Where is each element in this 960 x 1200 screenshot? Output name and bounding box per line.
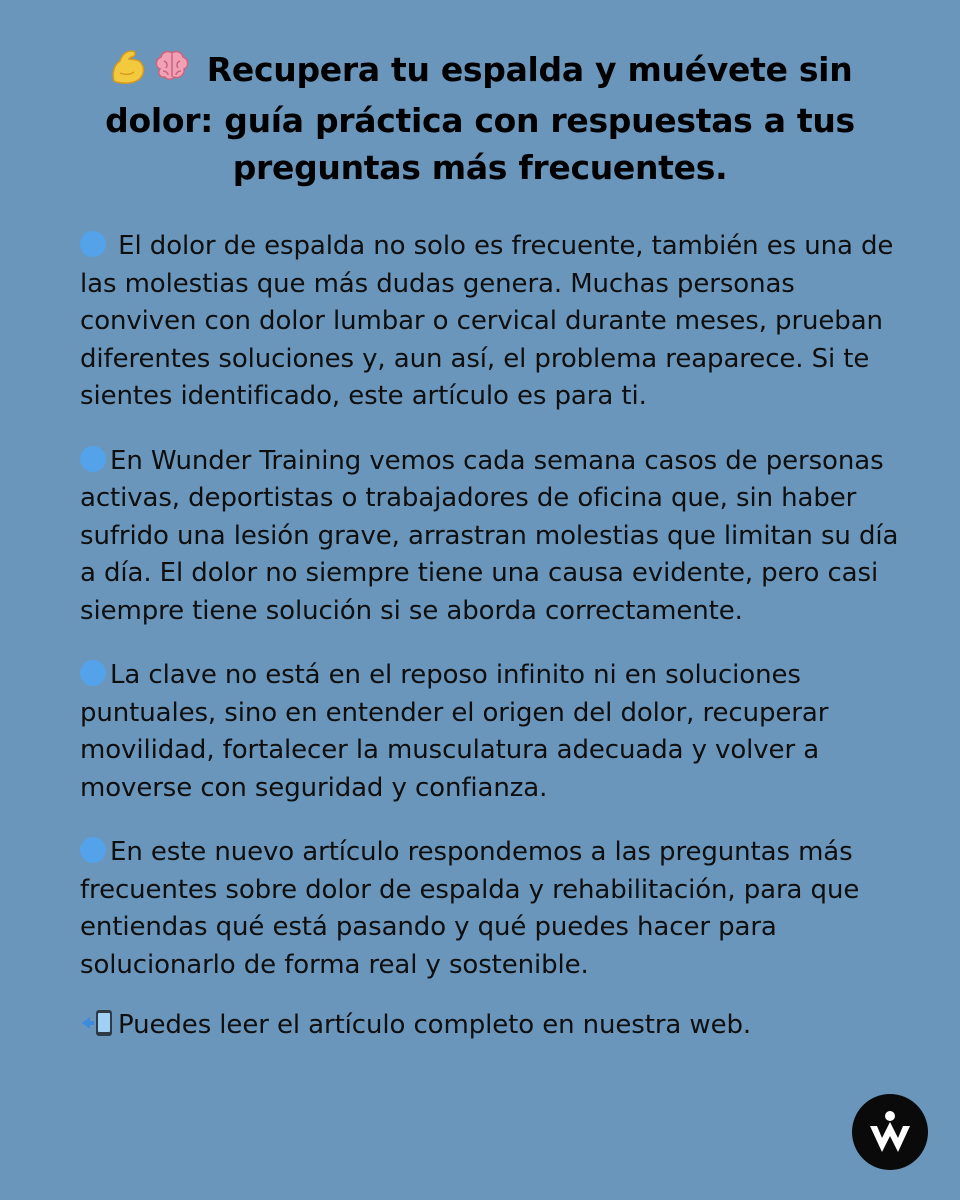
- post-body: [80, 228, 900, 1072]
- post-title: [60, 46, 900, 191]
- paragraph-2-text: En Wunder Training vemos cada semana casos de personas activas, deportistas o trabajadores de oficina que, sin haber sufrido una lesión grave, arrastran molestias que limitan su día a día. El dolor no siempre tiene una causa evidente, pero casi siempre tiene solución si se aborda correctamente.: [80, 445, 899, 626]
- flexed-biceps-icon: [108, 47, 148, 97]
- read-more-line: [80, 1007, 900, 1045]
- paragraph-4-text: En este nuevo artículo respondemos a las preguntas más frecuentes sobre dolor de espalda y rehabilitación, para que entiendas qué está pasando y qué puedes hacer para solucionarlo de forma real y sostenible.: [80, 837, 860, 980]
- blue-circle-icon: [80, 231, 106, 257]
- wunder-training-logo-icon: [852, 1094, 928, 1170]
- title-text: Recupera tu espalda y muévete sin dolor: guía práctica con respuestas a tus preguntas más frecuentes.: [105, 50, 855, 187]
- read-more-text: Puedes leer el artículo completo en nuestra web.: [118, 1010, 752, 1040]
- brain-icon: [152, 47, 192, 97]
- paragraph-3-text: La clave no está en el reposo infinito ni en soluciones puntuales, sino en entender el origen del dolor, recuperar movilidad, fortalecer la musculatura adecuada y volver a moverse con seguridad y confianza.: [80, 660, 829, 803]
- blue-circle-icon: [80, 837, 106, 863]
- blue-circle-icon: [80, 660, 106, 686]
- paragraph-1-text: El dolor de espalda no solo es frecuente, también es una de las molestias que más dudas genera. Muchas personas conviven con dolor lumbar o cervical durante meses, prueban diferentes soluciones y, aun así, el problema reaparece. Si te sientes identificado, este artículo es para ti.: [80, 231, 894, 411]
- paragraph-1: [80, 228, 900, 416]
- paragraph-3: [80, 657, 900, 807]
- paragraph-2: [80, 443, 900, 631]
- paragraph-4: [80, 834, 900, 984]
- blue-circle-icon: [80, 446, 106, 472]
- mobile-phone-arrow-icon: [80, 1009, 114, 1037]
